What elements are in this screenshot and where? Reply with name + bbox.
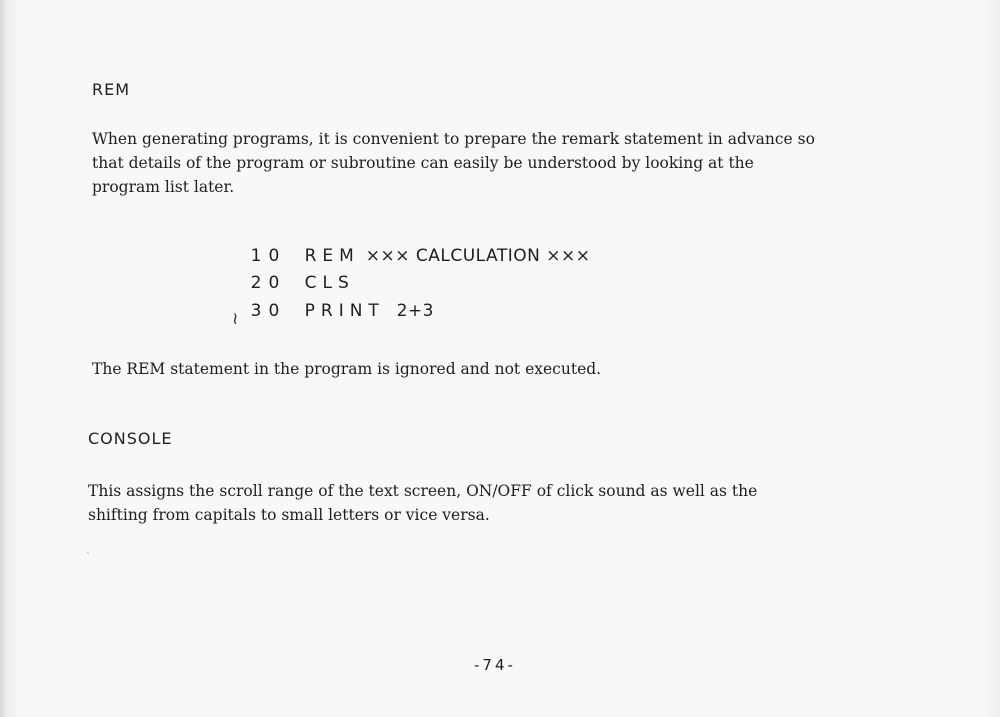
statement: CLS — [304, 273, 355, 293]
rem-description — [92, 127, 815, 199]
rem-description-line: that details of the program or subroutine can easily be understood by looking at the — [92, 154, 754, 172]
statement-args: 2+3 — [384, 301, 434, 321]
console-description-line: shifting from capitals to small letters or vice versa. — [88, 506, 490, 524]
continuation-mark: ≀ — [232, 309, 239, 329]
code-line — [229, 281, 434, 341]
console-description-line: This assigns the scroll range of the text screen, ON/OFF of click sound as well as the — [88, 482, 758, 500]
line-number: 20 — [250, 273, 287, 293]
rem-note: The REM statement in the program is ignored and not executed. — [92, 360, 602, 378]
statement: REM — [304, 246, 360, 266]
line-number: 10 — [250, 246, 287, 266]
rem-description-line: program list later. — [92, 178, 235, 196]
section-heading-console: CONSOLE — [88, 429, 173, 448]
console-description — [88, 479, 757, 527]
page-number: -74- — [474, 656, 516, 674]
stray-mark: ` — [86, 552, 91, 563]
line-number: 30 — [250, 301, 287, 321]
statement: PRINT — [304, 301, 385, 321]
section-heading-rem: REM — [92, 80, 131, 99]
statement-args: ××× CALCULATION ××× — [359, 246, 591, 266]
rem-description-line: When generating programs, it is convenient to prepare the remark statement in advance so — [92, 130, 815, 148]
